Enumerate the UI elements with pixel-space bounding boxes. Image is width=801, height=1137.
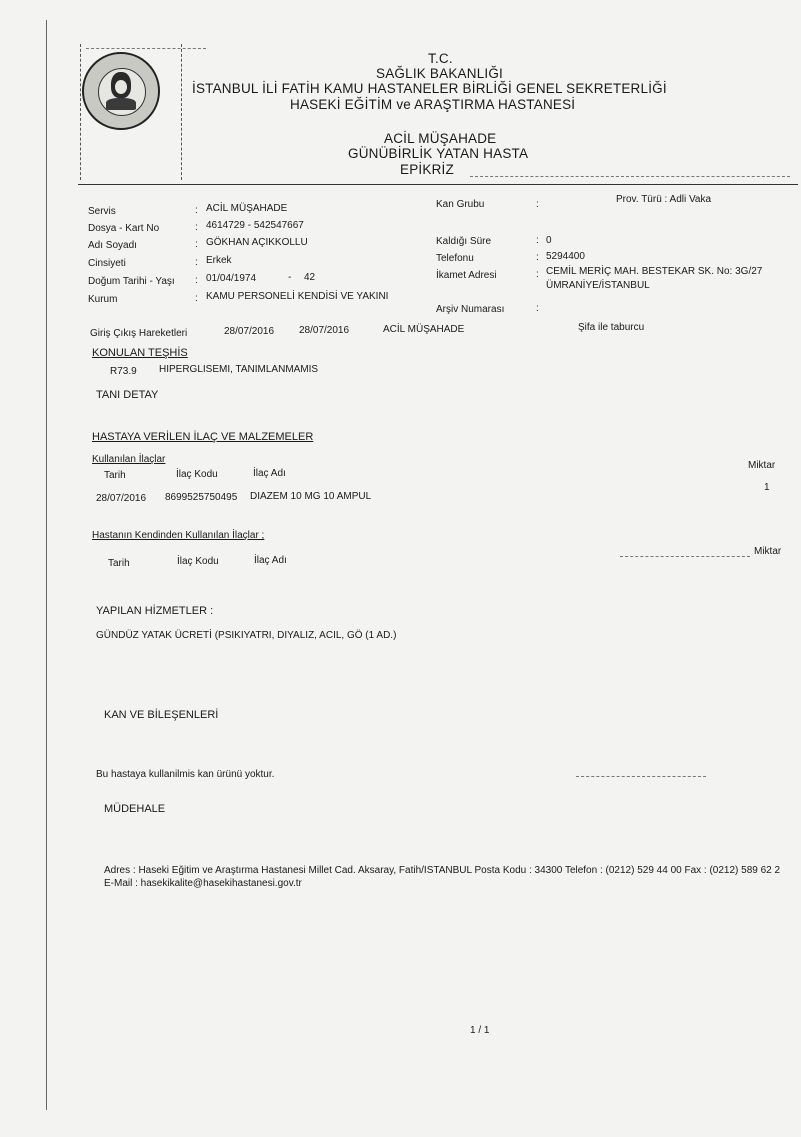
med-col-ad: İlaç Adı	[253, 468, 286, 479]
footer-address: Adres : Haseki Eğitim ve Araştırma Hastanesi Millet Cad. Aksaray, Fatih/İSTANBUL Posta Kodu : 34300 Telefon : (0212) 529 44 00 Fax : (0212) 589 62 2	[104, 865, 781, 876]
servis-value: ACİL MÜŞAHADE	[206, 203, 288, 214]
kaldigi-value: 0	[546, 235, 552, 246]
header-tc: T.C.	[428, 51, 453, 66]
dosya-value: 4614729 - 542547667	[206, 220, 304, 231]
diagnosis-name: HIPERGLISEMI, TANIMLANMAMIS	[159, 364, 319, 375]
header-ministry: SAĞLIK BAKANLIĞI	[376, 66, 504, 81]
cinsiyet-label: Cinsiyeti	[88, 258, 126, 269]
med-row-ad: DIAZEM 10 MG 10 AMPUL	[250, 491, 372, 502]
header-hospital: HASEKİ EĞİTİM ve ARAŞTIRMA HASTANESİ	[290, 97, 576, 112]
blood-title: KAN VE BİLEŞENLERİ	[104, 709, 219, 721]
movements-result: Şifa ile taburcu	[578, 322, 645, 333]
dogum-dash: -	[288, 272, 292, 283]
intervention-title: MÜDEHALE	[104, 803, 166, 815]
dosya-label: Dosya - Kart No	[88, 223, 160, 234]
servis-label: Servis	[88, 206, 116, 217]
movements-date-out: 28/07/2016	[299, 325, 350, 336]
movements-service: ACİL MÜŞAHADE	[383, 324, 465, 335]
ad-label: Adı Soyadı	[88, 240, 137, 251]
prov-turu: Prov. Türü : Adli Vaka	[616, 194, 712, 205]
medications-title: HASTAYA VERİLEN İLAÇ VE MALZEMELER	[92, 431, 314, 443]
hospital-seal-logo	[82, 52, 160, 130]
med-row-tarih: 28/07/2016	[96, 493, 147, 504]
header-divider	[78, 184, 798, 185]
footer-email: E-Mail : hasekikalite@hasekihastanesi.gov.tr	[104, 878, 302, 889]
med-col-kod: İlaç Kodu	[176, 469, 218, 480]
dogum-label: Doğum Tarihi - Yaşı	[88, 276, 175, 287]
cinsiyet-value: Erkek	[206, 255, 232, 266]
ikamet-colon: :	[536, 269, 539, 280]
hospital-meds-title: Hastanın Kendinden Kullanılan İlaçlar ;	[92, 530, 265, 541]
movements-date-in: 28/07/2016	[224, 326, 275, 337]
kan-label: Kan Grubu	[436, 199, 485, 210]
blood-dashed-line	[576, 776, 706, 777]
med-col-tarih: Tarih	[104, 470, 126, 481]
tel-value: 5294400	[546, 251, 585, 262]
page-number: 1 / 1	[470, 1025, 490, 1036]
yas-value: 42	[304, 272, 316, 283]
services-title: YAPILAN HİZMETLER :	[96, 605, 214, 617]
hmed-col-miktar: Miktar	[754, 546, 782, 557]
med-row-kod: 8699525750495	[165, 492, 238, 503]
dogum-value: 01/04/1974	[206, 273, 257, 284]
page-left-edge	[46, 20, 47, 1110]
dogum-colon: :	[195, 275, 198, 286]
hmed-col-tarih: Tarih	[108, 558, 130, 569]
tel-colon: :	[536, 252, 539, 263]
movements-label: Giriş Çıkış Hareketleri	[90, 328, 188, 339]
cinsiyet-colon: :	[195, 257, 198, 268]
header-dashed-line	[86, 48, 206, 49]
dosya-colon: :	[195, 222, 198, 233]
ikamet-line2: ÜMRANİYE/İSTANBUL	[546, 280, 650, 291]
header-right-dash	[470, 176, 790, 177]
diagnosis-code: R73.9	[110, 366, 137, 377]
doc-type-line1: ACİL MÜŞAHADE	[384, 131, 497, 146]
kaldigi-colon: :	[536, 235, 539, 246]
tel-label: Telefonu	[436, 253, 474, 264]
hmed-col-ad: İlaç Adı	[254, 555, 287, 566]
diagnosis-title: KONULAN TEŞHİS	[92, 347, 188, 359]
arsiv-colon: :	[536, 303, 539, 314]
ikamet-label: İkamet Adresi	[436, 270, 497, 281]
kurum-value: KAMU PERSONELİ KENDİSİ VE YAKINI	[206, 291, 389, 302]
ikamet-line1: CEMİL MERİÇ MAH. BESTEKAR SK. No: 3G/27	[546, 266, 763, 277]
hmed-dashed-line	[620, 556, 750, 557]
blood-text: Bu hastaya kullanilmis kan ürünü yoktur.	[96, 769, 275, 780]
hmed-col-kod: İlaç Kodu	[177, 556, 219, 567]
ad-value: GÖKHAN AÇIKKOLLU	[206, 237, 308, 248]
kaldigi-label: Kaldığı Süre	[436, 236, 492, 247]
services-item: GÜNDÜZ YATAK ÜCRETİ (PSIKIYATRI, DIYALIZ, ACIL, GÖ (1 AD.)	[96, 630, 397, 641]
arsiv-label: Arşiv Numarası	[436, 304, 505, 315]
servis-colon: :	[195, 205, 198, 216]
kan-colon: :	[536, 199, 539, 210]
med-col-miktar: Miktar	[748, 460, 776, 471]
kurum-colon: :	[195, 293, 198, 304]
doc-type-line3: EPİKRİZ	[400, 162, 454, 177]
ad-colon: :	[195, 239, 198, 250]
med-row-miktar: 1	[764, 482, 770, 493]
kurum-label: Kurum	[88, 294, 118, 305]
used-meds-title: Kullanılan İlaçlar	[92, 454, 166, 465]
diagnosis-detail-label: TANI DETAY	[96, 389, 159, 401]
doc-type-line2: GÜNÜBİRLİK YATAN HASTA	[348, 146, 529, 161]
header-union: İSTANBUL İLİ FATİH KAMU HASTANELER BİRLİĞİ GENEL SEKRETERLİĞİ	[192, 81, 667, 96]
